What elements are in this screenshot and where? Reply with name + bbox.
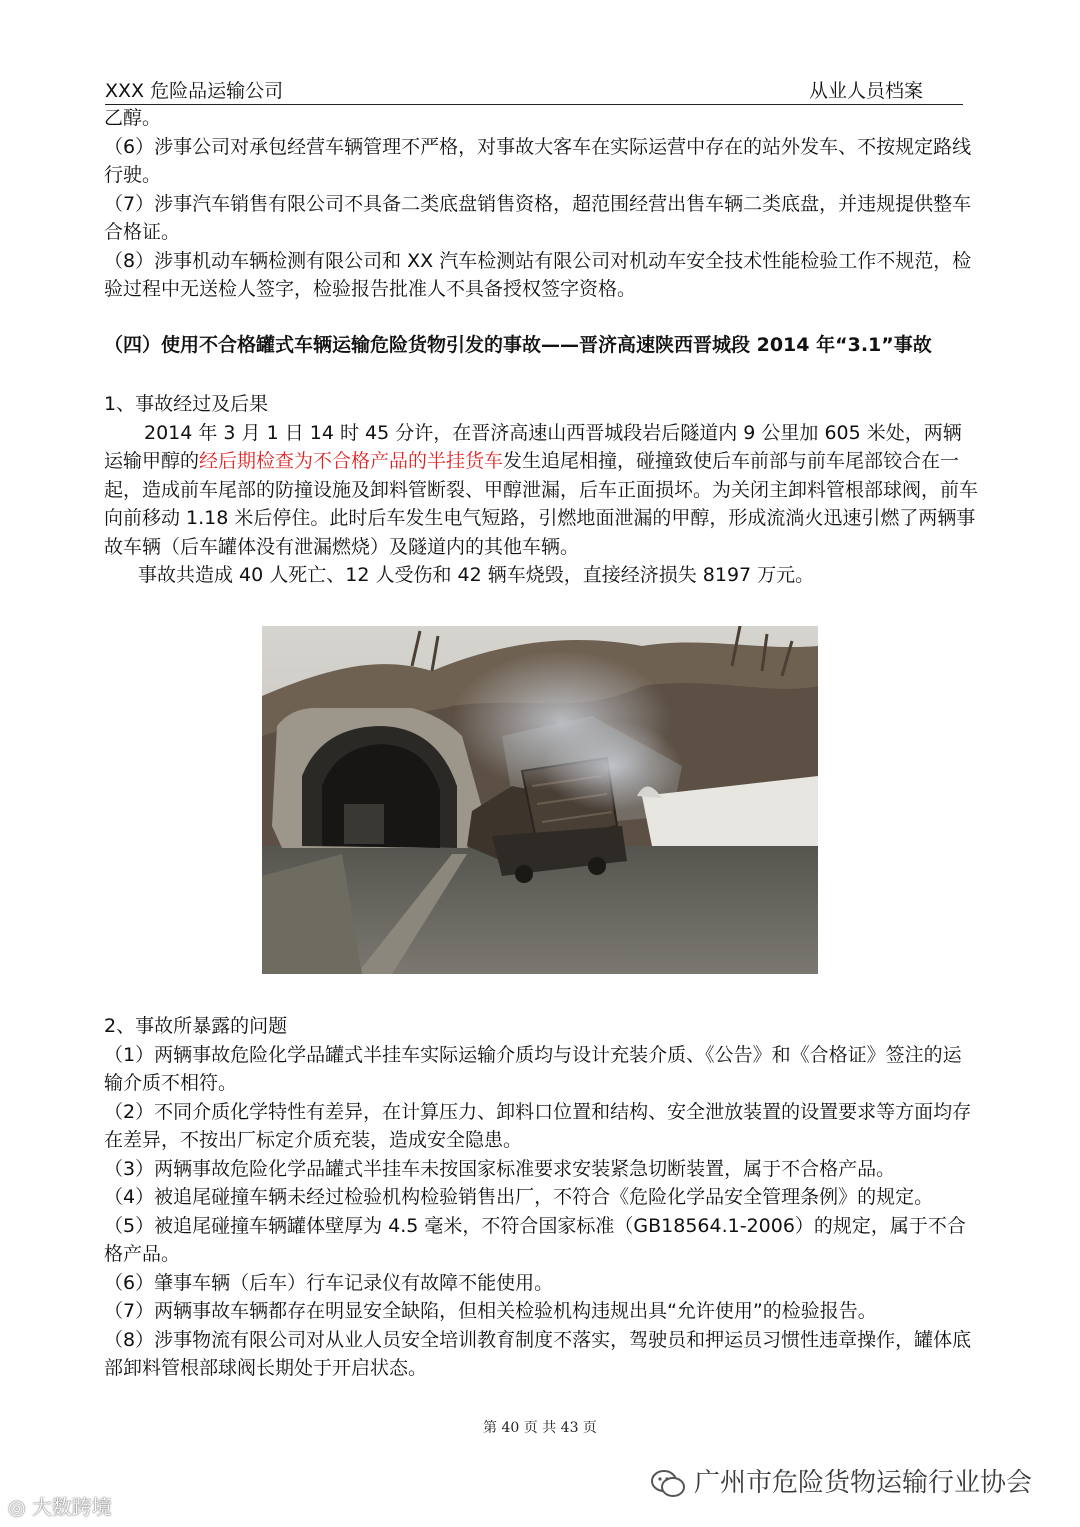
list-item: （6）涉事公司对承包经营车辆管理不严格，对事故大客车在实际运营中存在的站外发车、不按规定路线行驶。 <box>104 135 972 186</box>
top-paragraphs <box>104 104 980 304</box>
list-item: （1）两辆事故危险化学品罐式半挂车实际运输介质均与设计充装介质、《公告》和《合格证》签注的运输介质不相符。 <box>104 1043 962 1094</box>
page-header <box>105 78 963 105</box>
list-item: （4）被追尾碰撞车辆未经过检验机构检验销售出厂，不符合《危险化学品安全管理条例》的规定。 <box>104 1186 934 1208</box>
watermark-brand <box>8 1494 112 1520</box>
consequence-paragraph: 事故共造成 40 人死亡、12 人受伤和 42 辆车烧毁，直接经济损失 8197 万元。 <box>138 564 815 586</box>
accident-narrative <box>104 390 980 590</box>
narrative-text: 发生追尾相撞，碰撞致使后车前部与前车尾部铰合在一起，造成前车尾部的防撞设施及卸料管断裂、甲醇泄漏，后车正面损坏。为关闭主卸料管根部球阀，前车向前移动 1.18 米后停住。此时后车发生电气短路，引燃地面泄漏的甲醇，形成流淌火迅速引燃了两辆事故车辆（后车罐体没有泄漏燃烧）及隧道内的其他车辆。 <box>104 450 979 558</box>
watermark-brand-text: 大数跨境 <box>31 1495 112 1519</box>
list-item: （2）不同介质化学特性有差异，在计算压力、卸料口位置和结构、安全泄放装置的设置要求等方面均存在差异，不按出厂标定介质充装，造成安全隐患。 <box>104 1100 972 1151</box>
list-item: （7）涉事汽车销售有限公司不具备二类底盘销售资格，超范围经营出售车辆二类底盘，并违规提供整车合格证。 <box>104 192 972 243</box>
list-item: （7）两辆事故车辆都存在明显安全缺陷，但相关检验机构违规出具“允许使用”的检验报告。 <box>104 1300 877 1322</box>
list-item: （8）涉事机动车辆检测有限公司和 XX 汽车检测站有限公司对机动车安全技术性能检验工作不规范，检验过程中无送检人签字，检验报告批准人不具备授权签字资格。 <box>104 249 972 300</box>
header-company: XXX 危险品运输公司 <box>105 80 284 102</box>
text-line: 乙醇。 <box>104 107 162 129</box>
highlighted-text: 经后期检查为不合格产品的半挂货车 <box>199 450 504 472</box>
wechat-icon <box>650 1469 686 1499</box>
narrative-text: 2014 年 3 月 1 日 14 时 45 分许，在晋济高速山西晋城段岩后隧道内 9 公里加 605 米处，两辆运输甲醇的 <box>104 421 962 472</box>
brand-logo-icon: ◎ <box>8 1495 32 1519</box>
watermark-association <box>650 1466 1032 1500</box>
accident-photo <box>262 626 818 974</box>
list-item: （8）涉事物流有限公司对从业人员安全培训教育制度不落实，驾驶员和押运员习惯性违章操作，罐体底部卸料管根部球阀长期处于开启状态。 <box>104 1328 972 1379</box>
page-number: 第 40 页 共 43 页 <box>483 1420 597 1436</box>
narrative-paragraph <box>104 419 980 562</box>
header-doc-title: 从业人员档案 <box>808 80 923 102</box>
issues-section <box>104 1012 980 1383</box>
section-heading: （四）使用不合格罐式车辆运输危险货物引发的事故——晋济高速陕西晋城段 2014 年“3.1”事故 <box>104 334 932 356</box>
list-item: （3）两辆事故危险化学品罐式半挂车未按国家标准要求安装紧急切断装置，属于不合格产品。 <box>104 1157 896 1180</box>
subheading: 2、事故所暴露的问题 <box>104 1015 288 1037</box>
watermark-text: 广州市危险货物运输行业协会 <box>694 1468 1033 1498</box>
subheading: 1、事故经过及后果 <box>104 393 269 415</box>
list-item: （5）被追尾碰撞车辆罐体壁厚为 4.5 毫米，不符合国家标准（GB18564.1-2006）的规定，属于不合格产品。 <box>104 1214 966 1265</box>
list-item: （6）肇事车辆（后车）行车记录仪有故障不能使用。 <box>104 1271 554 1294</box>
